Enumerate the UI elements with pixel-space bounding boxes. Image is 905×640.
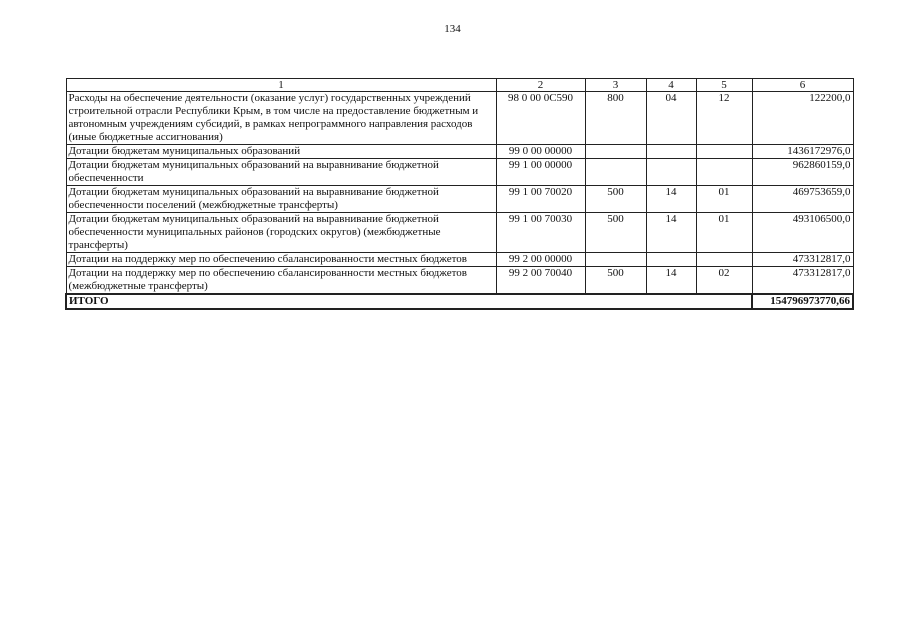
row-section: 14 xyxy=(646,267,696,295)
table-row xyxy=(66,267,853,295)
row-amount: 122200,0 xyxy=(752,92,853,145)
table-row xyxy=(66,145,853,159)
row-section: 04 xyxy=(646,92,696,145)
column-header: 2 xyxy=(496,79,585,92)
row-group: 500 xyxy=(585,267,646,295)
row-code: 99 2 00 70040 xyxy=(496,267,585,295)
row-name: Дотации на поддержку мер по обеспечению сбалансированности местных бюджетов xyxy=(66,253,496,267)
row-code: 98 0 00 0С590 xyxy=(496,92,585,145)
row-amount: 1436172976,0 xyxy=(752,145,853,159)
row-group: 500 xyxy=(585,186,646,213)
row-group: 800 xyxy=(585,92,646,145)
row-group: 500 xyxy=(585,213,646,253)
row-amount: 962860159,0 xyxy=(752,159,853,186)
row-name: Дотации бюджетам муниципальных образований на выравнивание бюджетной обеспеченности поселений (межбюджетные трансферты) xyxy=(66,186,496,213)
table-row xyxy=(66,253,853,267)
row-amount: 473312817,0 xyxy=(752,267,853,295)
row-section xyxy=(646,145,696,159)
row-section: 14 xyxy=(646,213,696,253)
column-header: 1 xyxy=(66,79,496,92)
row-subsection xyxy=(696,253,752,267)
row-name: Расходы на обеспечение деятельности (оказание услуг) государственных учреждений строительной отрасли Республики Крым, в том числе на предоставление бюджетным и автономным учреждениям субсидий, в рамках непрограммного направления расходов (иные бюджетные ассигнования) xyxy=(66,92,496,145)
header-row xyxy=(66,79,853,92)
row-subsection xyxy=(696,145,752,159)
row-subsection: 12 xyxy=(696,92,752,145)
row-amount: 493106500,0 xyxy=(752,213,853,253)
row-section xyxy=(646,159,696,186)
row-code: 99 2 00 00000 xyxy=(496,253,585,267)
total-amount: 154796973770,66 xyxy=(752,294,853,309)
row-subsection xyxy=(696,159,752,186)
row-group xyxy=(585,145,646,159)
row-section xyxy=(646,253,696,267)
row-section: 14 xyxy=(646,186,696,213)
column-header: 3 xyxy=(585,79,646,92)
row-code: 99 1 00 70030 xyxy=(496,213,585,253)
row-name: Дотации бюджетам муниципальных образований xyxy=(66,145,496,159)
column-header: 6 xyxy=(752,79,853,92)
row-code: 99 0 00 00000 xyxy=(496,145,585,159)
total-row xyxy=(66,294,853,309)
row-amount: 473312817,0 xyxy=(752,253,853,267)
row-code: 99 1 00 00000 xyxy=(496,159,585,186)
row-name: Дотации бюджетам муниципальных образований на выравнивание бюджетной обеспеченности xyxy=(66,159,496,186)
table-row xyxy=(66,186,853,213)
table-row xyxy=(66,213,853,253)
column-header: 5 xyxy=(696,79,752,92)
row-group xyxy=(585,253,646,267)
table-row xyxy=(66,159,853,186)
budget-table xyxy=(65,78,854,310)
row-code: 99 1 00 70020 xyxy=(496,186,585,213)
row-subsection: 01 xyxy=(696,213,752,253)
column-header: 4 xyxy=(646,79,696,92)
row-name: Дотации бюджетам муниципальных образований на выравнивание бюджетной обеспеченности муниципальных районов (городских округов) (межбюджетные трансферты) xyxy=(66,213,496,253)
table-row xyxy=(66,92,853,145)
total-label: ИТОГО xyxy=(66,294,752,309)
row-group xyxy=(585,159,646,186)
row-name: Дотации на поддержку мер по обеспечению сбалансированности местных бюджетов (межбюджетные трансферты) xyxy=(66,267,496,295)
row-amount: 469753659,0 xyxy=(752,186,853,213)
page-number: 134 xyxy=(444,23,461,35)
row-subsection: 01 xyxy=(696,186,752,213)
row-subsection: 02 xyxy=(696,267,752,295)
